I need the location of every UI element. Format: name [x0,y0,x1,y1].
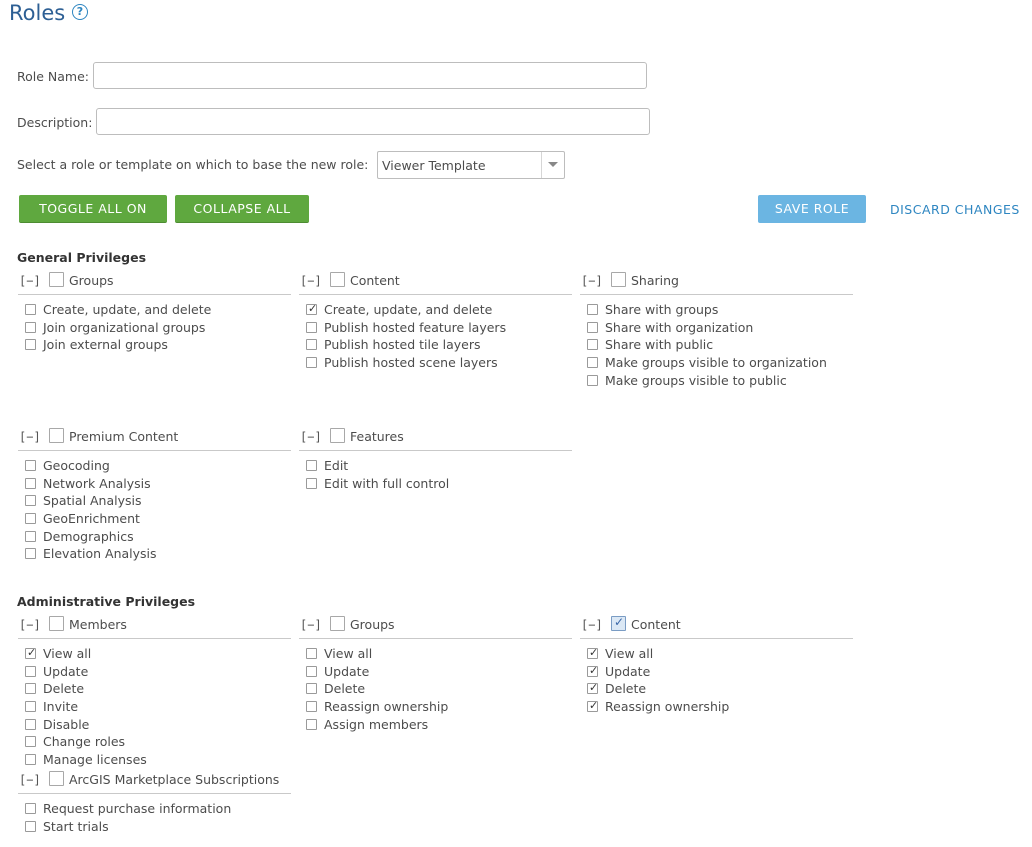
privilege-item[interactable] [18,801,291,819]
privilege-label: Assign members [324,716,429,732]
privilege-item[interactable] [18,717,291,735]
privilege-item[interactable] [299,681,572,699]
privilege-item[interactable] [299,320,572,338]
group-header [580,272,853,295]
privilege-label: Invite [43,699,79,715]
group-header [580,616,853,639]
group-title: Groups [69,273,114,288]
privilege-label: Publish hosted scene layers [324,355,498,371]
help-icon[interactable]: ? [72,4,88,20]
privilege-list [18,646,291,770]
group-header [18,428,291,451]
privilege-item[interactable] [18,664,291,682]
privilege-item[interactable] [18,529,291,547]
privilege-label: Change roles [43,734,126,750]
privilege-checkbox[interactable] [306,701,317,712]
group-checkbox[interactable] [49,771,64,786]
general-content-group [299,272,572,373]
privilege-label: Update [43,663,89,679]
privilege-checkbox[interactable] [306,339,317,350]
group-title: Groups [350,617,395,632]
privilege-item[interactable] [18,320,291,338]
privilege-checkbox[interactable] [25,478,36,489]
collapse-toggle[interactable]: [−] [300,274,322,288]
privilege-item[interactable] [580,681,853,699]
privilege-item[interactable] [18,493,291,511]
privilege-checkbox[interactable] [25,719,36,730]
group-title: Content [631,617,681,632]
template-select[interactable] [377,151,565,179]
privilege-label: Update [324,663,370,679]
privilege-label: Publish hosted tile layers [324,337,481,353]
privilege-checkbox[interactable] [25,803,36,814]
group-checkbox[interactable] [49,616,64,631]
privilege-label: Edit [324,458,349,473]
privilege-item[interactable] [18,681,291,699]
group-header [18,771,291,794]
privilege-checkbox[interactable] [25,736,36,747]
template-label: Select a role or template on which to base the new role: [17,157,369,172]
privilege-label: Publish hosted feature layers [324,319,507,335]
privilege-item[interactable] [580,337,853,355]
privilege-list [580,302,853,390]
privilege-checkbox[interactable] [25,339,36,350]
privilege-checkbox[interactable] [25,701,36,712]
privilege-label: Reassign ownership [324,699,449,715]
collapse-all-button[interactable]: COLLAPSE ALL [175,195,309,223]
privilege-item[interactable] [299,717,572,735]
privilege-list [18,801,291,836]
privilege-item[interactable] [18,819,291,837]
privilege-checkbox[interactable] [587,648,598,659]
privilege-item[interactable] [299,458,572,476]
privilege-checkbox[interactable] [25,513,36,524]
privilege-label: Join organizational groups [43,319,206,335]
privilege-list [18,458,291,564]
privilege-checkbox[interactable] [306,648,317,659]
privilege-item[interactable] [580,699,853,717]
privilege-checkbox[interactable] [25,666,36,677]
privilege-checkbox[interactable] [306,322,317,333]
privilege-item[interactable] [299,355,572,373]
privilege-checkbox[interactable] [25,683,36,694]
privilege-label: Create, update, and delete [324,302,493,317]
admin-arcgis-marketplace-subscriptions-group [18,771,291,836]
collapse-toggle[interactable]: [−] [581,618,603,632]
privilege-checkbox[interactable] [25,495,36,506]
privilege-item[interactable] [18,734,291,752]
group-title: ArcGIS Marketplace Subscriptions [69,772,280,787]
privilege-list [299,646,572,734]
privilege-label: Join external groups [43,337,168,353]
group-header [18,272,291,295]
save-role-button[interactable]: SAVE ROLE [758,195,866,223]
privilege-label: Request purchase information [43,801,232,816]
privilege-checkbox[interactable] [306,304,317,315]
group-checkbox[interactable] [330,272,345,287]
administrative-privileges-heading: Administrative Privileges [17,594,196,609]
admin-content-group [580,616,853,717]
privilege-item[interactable] [580,373,853,391]
privilege-item[interactable] [299,476,572,494]
privilege-checkbox[interactable] [587,666,598,677]
privilege-item[interactable] [18,511,291,529]
role-name-label: Role Name: [17,69,89,84]
privilege-label: Create, update, and delete [43,302,212,317]
privilege-item[interactable] [18,458,291,476]
privilege-label: Share with organization [605,319,754,335]
privilege-item[interactable] [299,664,572,682]
privilege-label: View all [324,646,373,661]
privilege-label: Start trials [43,818,109,834]
group-title: Features [350,429,404,444]
privilege-checkbox[interactable] [587,322,598,333]
privilege-label: Disable [43,716,90,732]
privilege-item[interactable] [299,302,572,320]
privilege-checkbox[interactable] [25,821,36,832]
privilege-item[interactable] [18,752,291,770]
description-label: Description: [17,115,93,130]
privilege-list [299,458,572,493]
discard-changes-link[interactable]: DISCARD CHANGES [890,202,1020,217]
privilege-label: Demographics [43,528,134,544]
privilege-checkbox[interactable] [587,339,598,350]
privilege-checkbox[interactable] [587,683,598,694]
general-premium-content-group [18,428,291,564]
privilege-list [580,646,853,717]
privilege-checkbox[interactable] [587,375,598,386]
privilege-label: Geocoding [43,458,110,473]
privilege-label: View all [43,646,92,661]
collapse-toggle[interactable]: [−] [19,274,41,288]
dropdown-toggle[interactable] [541,152,564,178]
privilege-list [299,302,572,373]
group-checkbox[interactable] [611,616,626,631]
group-title: Sharing [631,273,679,288]
group-header [299,616,572,639]
privilege-label: Share with public [605,337,714,353]
toggle-all-on-button[interactable]: TOGGLE ALL ON [19,195,167,223]
privilege-checkbox[interactable] [25,531,36,542]
general-privileges-heading: General Privileges [17,250,147,265]
privilege-item[interactable] [580,646,853,664]
privilege-item[interactable] [18,646,291,664]
group-checkbox[interactable] [611,272,626,287]
privilege-label: Make groups visible to organization [605,355,827,371]
privilege-checkbox[interactable] [25,460,36,471]
group-checkbox[interactable] [330,428,345,443]
privilege-item[interactable] [580,302,853,320]
role-name-input[interactable] [93,62,647,89]
template-select-value: Viewer Template [382,158,486,173]
privilege-label: Update [605,663,651,679]
privilege-label: Delete [605,681,647,697]
privilege-label: Delete [324,681,366,697]
privilege-label: Share with groups [605,302,719,317]
privilege-label: Make groups visible to public [605,372,787,388]
privilege-label: Delete [43,681,85,697]
collapse-toggle[interactable]: [−] [300,430,322,444]
privilege-item[interactable] [299,699,572,717]
collapse-toggle[interactable]: [−] [19,430,41,444]
page-title: Roles [9,1,66,25]
privilege-checkbox[interactable] [306,719,317,730]
privilege-checkbox[interactable] [306,666,317,677]
privilege-checkbox[interactable] [306,683,317,694]
privilege-checkbox[interactable] [25,304,36,315]
admin-members-group [18,616,291,770]
privilege-item[interactable] [580,320,853,338]
privilege-item[interactable] [299,337,572,355]
privilege-checkbox[interactable] [587,304,598,315]
privilege-checkbox[interactable] [306,460,317,471]
group-checkbox[interactable] [49,428,64,443]
group-title: Content [350,273,400,288]
general-features-group [299,428,572,493]
privilege-label: GeoEnrichment [43,511,140,527]
collapse-toggle[interactable]: [−] [300,618,322,632]
privilege-item[interactable] [18,546,291,564]
general-sharing-group [580,272,853,390]
privilege-checkbox[interactable] [587,701,598,712]
privilege-label: Edit with full control [324,475,450,491]
description-input[interactable] [96,108,650,135]
privilege-label: Reassign ownership [605,699,730,715]
privilege-checkbox[interactable] [306,478,317,489]
privilege-checkbox[interactable] [25,754,36,765]
privilege-list [18,302,291,355]
privilege-item[interactable] [580,355,853,373]
privilege-label: Network Analysis [43,475,151,491]
privilege-item[interactable] [18,337,291,355]
privilege-checkbox[interactable] [25,322,36,333]
privilege-checkbox[interactable] [25,548,36,559]
privilege-item[interactable] [18,476,291,494]
privilege-item[interactable] [18,302,291,320]
collapse-toggle[interactable]: [−] [581,274,603,288]
general-groups-group [18,272,291,355]
group-title: Members [69,617,127,632]
group-title: Premium Content [69,429,179,444]
privilege-label: Elevation Analysis [43,546,157,562]
privilege-item[interactable] [18,699,291,717]
privilege-label: Spatial Analysis [43,493,142,509]
privilege-checkbox[interactable] [25,648,36,659]
group-checkbox[interactable] [330,616,345,631]
group-checkbox[interactable] [49,272,64,287]
privilege-label: View all [605,646,654,661]
privilege-item[interactable] [299,646,572,664]
privilege-checkbox[interactable] [587,357,598,368]
group-header [18,616,291,639]
group-header [299,272,572,295]
privilege-label: Manage licenses [43,752,147,768]
collapse-toggle[interactable]: [−] [19,773,41,787]
admin-groups-group [299,616,572,734]
privilege-checkbox[interactable] [306,357,317,368]
privilege-item[interactable] [580,664,853,682]
chevron-down-icon [548,162,558,167]
group-header [299,428,572,451]
collapse-toggle[interactable]: [−] [19,618,41,632]
